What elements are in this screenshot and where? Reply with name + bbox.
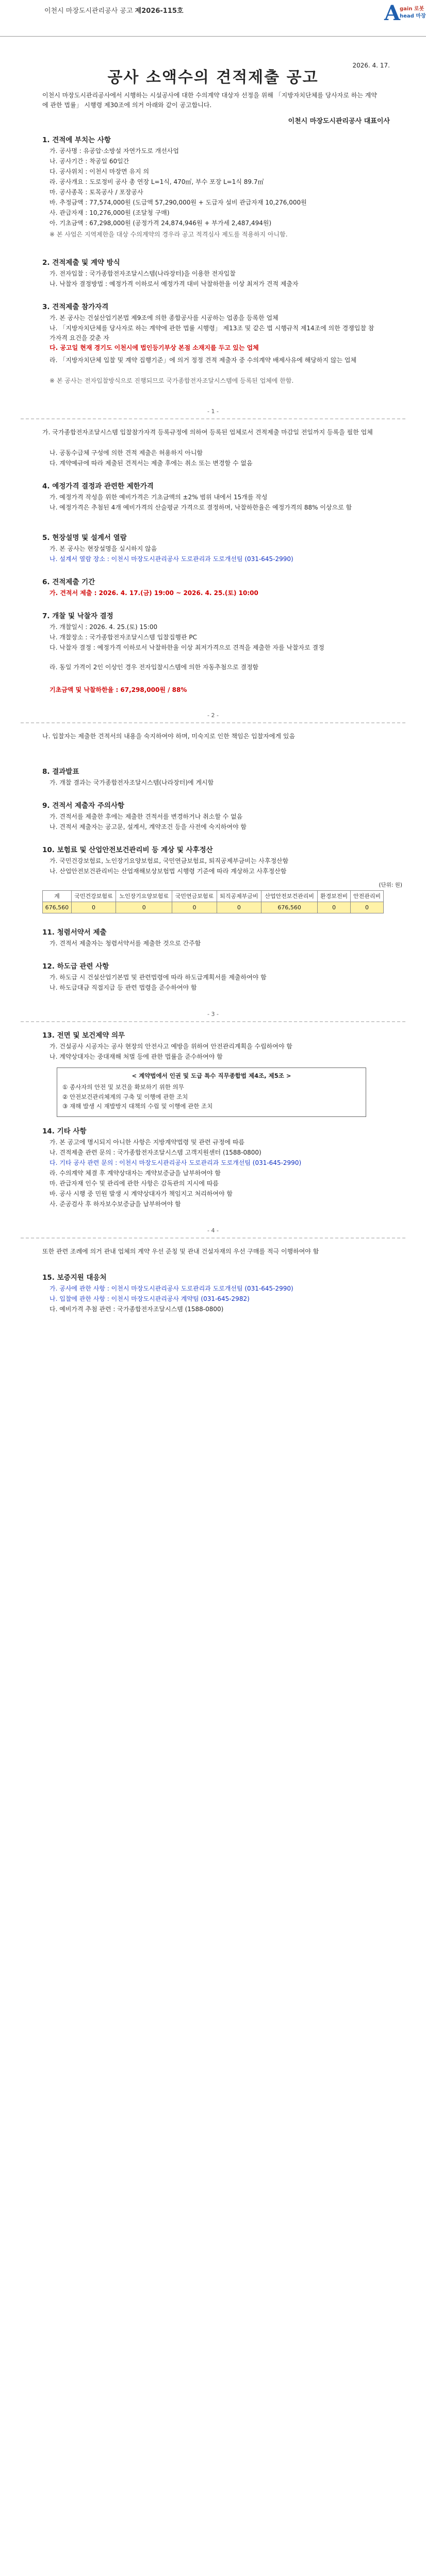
page-divider [21, 1238, 405, 1239]
section-13-title: 13. 전면 및 보건제약 의무 [42, 1031, 125, 1040]
s14-item: 마. 관급자재 인수 및 관리에 관한 사항은 감독관의 지시에 따름 [50, 1180, 219, 1187]
s1-item: 가. 공사명 : 유공압·소방설 자연가도로 개선사업 [50, 147, 179, 155]
s15-item: 다. 예비가격 추첨 관련 : 국가종합전자조달시스템 (1588-0800) [50, 1306, 224, 1313]
page-divider [21, 418, 405, 419]
s7-item: 라. 동일 가격이 2인 이상인 경우 전자입찰시스템에 의한 자동추첨으로 결정함 [50, 664, 259, 671]
box-title: < 계약법에서 인권 및 도급 특수 직무종합법 제4조, 제5조 > [132, 1072, 291, 1079]
box-line: ① 종사자의 안전 및 보건을 확보하기 위한 의무 [62, 1083, 184, 1091]
p2-line: 나. 공동수급체 구성에 의한 견적 제출은 허용하지 아니함 [50, 449, 203, 456]
table-header-row [43, 891, 384, 902]
s3-item: 나. 「지방자치단체를 당사자로 하는 계약에 관한 법률 시행령」 제13조 및 같은 법 시행규칙 제14조에 의한 경쟁입찰 참가자격 요건을 갖춘 자 [50, 325, 374, 342]
rate-table-unit: (단위: 원) [379, 882, 402, 888]
section-11-title: 11. 청렴서약서 제출 [42, 928, 107, 937]
box-line: ② 안전보건관리체계의 구축 및 이행에 관한 조치 [62, 1093, 188, 1100]
notice-number: 제2026-115호 [135, 7, 184, 15]
s14-item: 사. 준공검사 후 하자보수보증금을 납부하여야 함 [50, 1200, 181, 1208]
section-14-title: 14. 기타 사항 [42, 1127, 87, 1136]
p5-lead: 또한 관련 조례에 의거 관내 업체의 계약 우선 준칭 및 관내 건설자재의 우선 구매를 적극 이행하여야 함 [42, 1248, 319, 1255]
table-cell: 0 [217, 902, 261, 913]
page-title: 공사 소액수의 견적제출 공고 [107, 69, 319, 87]
s7-item: 가. 개찰일시 : 2026. 4. 25.(토) 15:00 [50, 623, 158, 631]
section-1-title: 1. 견적에 부치는 사항 [42, 136, 111, 144]
s10-item: 가. 국민건강보험료, 노인장기요양보험료, 국민연금보험료, 퇴직공제부금비는 사후정산함 [50, 857, 289, 865]
s2-item: 나. 낙찰자 결정방법 : 예정가격 이하로서 예정가격 대비 낙찰하한율 이상 최저가 견적 제출자 [50, 280, 299, 287]
page-number: - 2 - [207, 712, 219, 719]
section-7-title: 7. 개찰 및 낙찰자 결정 [42, 612, 113, 620]
s5-item: 가. 본 공사는 현장설명을 실시하지 않음 [50, 545, 157, 552]
s13-item: 나. 계약상대자는 중대재해 처벌 등에 관한 법률을 준수하여야 함 [50, 1053, 223, 1060]
s15-item-contact: 가. 공사에 관한 사항 : 이천시 마장도시관리공사 도로관리과 도로개선팀 (031-645-2990) [50, 1285, 293, 1292]
table-header-cell: 국민연금보험료 [172, 891, 217, 902]
section-12-title: 12. 하도급 관련 사항 [42, 962, 109, 971]
s3-note: ※ 본 공사는 전자입찰방식으로 진행되므로 국가종합전자조달시스템에 등록된 업체에 한함. [50, 377, 294, 384]
s10-item: 나. 산업안전보건관리비는 산업재해보상보험법 시행령 기준에 따라 계상하고 사후정산함 [50, 868, 287, 875]
section-4-title: 4. 예정가격 결정과 관련한 제한가격 [42, 482, 154, 490]
section-2-title: 2. 견적제출 및 계약 방식 [42, 259, 120, 267]
table-row [43, 902, 384, 913]
notice-number-line [44, 6, 184, 16]
table-cell: 0 [71, 902, 116, 913]
section-6-title: 6. 견적제출 기간 [42, 578, 95, 586]
s5-item-contact: 나. 설계서 열람 장소 : 이천시 마장도시관리공사 도로관리과 도로개선팀 (031-645-2990) [50, 555, 293, 563]
s14-item: 가. 본 공고에 명시되지 아니한 사항은 지방계약법령 및 관련 규정에 따름 [50, 1139, 245, 1146]
s7-item: 나. 개찰장소 : 국가종합전자조달시스템 입찰집행관 PC [50, 634, 197, 641]
intro-paragraph: 이천시 마장도시관리공사에서 시행하는 시설공사에 대한 수의계약 대상자 선정을 위해 「지방자치단체를 당사자로 하는 계약에 관한 법률」 시행령 제30조에 의거 아래와 같이 공고합니다. [42, 92, 377, 109]
section-9-title: 9. 견적서 제출자 주의사항 [42, 802, 125, 810]
page-number: - 1 - [207, 408, 219, 415]
s12-item: 나. 하도급대금 직접지급 등 관련 법령을 준수하여야 함 [50, 984, 197, 991]
s4-item: 가. 예정가격 작성을 위한 예비가격은 기초금액의 ±2% 범위 내에서 15개를 작성 [50, 494, 268, 501]
s15-item-contact: 나. 입찰에 관한 사항 : 이천시 마장도시관리공사 계약팀 (031-645-2982) [50, 1295, 250, 1302]
table-cell: 0 [351, 902, 384, 913]
s13-item: 가. 건설공사 시공자는 공사 현장의 안전사고 예방을 위하여 안전관리계획을 수립하여야 함 [50, 1043, 292, 1050]
logo-line-1: gain 로봇 [400, 6, 424, 12]
page-divider [21, 722, 405, 723]
table-header-cell: 국민건강보험료 [71, 891, 116, 902]
s12-item: 가. 하도급 시 건설산업기본법 및 관련법령에 따라 하도급계획서를 제출하여야 함 [50, 974, 267, 981]
document-header [0, 0, 426, 37]
s1-item: 다. 공사위치 : 이천시 마장면 유지 의 [50, 168, 150, 175]
section-15-title: 15. 보증지원 대응처 [42, 1274, 107, 1282]
s4-item: 나. 예정가격은 추첨된 4개 예비가격의 산술평균 가격으로 결정하며, 낙찰하한율은 예정가격의 88% 이상으로 함 [50, 504, 352, 511]
page-number: - 4 - [207, 1227, 219, 1234]
s8-item: 가. 개찰 결과는 국가종합전자조달시스템(나라장터)에 게시함 [50, 779, 214, 786]
issuer-name: 이천시 마장도시관리공사 대표이사 [288, 117, 390, 125]
table-header-cell: 퇴직공제부금비 [217, 891, 261, 902]
notice-prefix: 이천시 마장도시관리공사 공고 [44, 7, 133, 15]
logo-letter: A [384, 1, 401, 25]
table-header-cell: 노인장기요양보험료 [116, 891, 172, 902]
p2-lead: 가. 국가종합전자조달시스템 입찰참가자격 등록규정에 의하여 등록된 업체로서 견적제출 마감일 전일까지 등록을 필한 업체 [42, 429, 373, 436]
s9-item: 가. 견적서를 제출한 후에는 제출한 견적서를 변경하거나 취소할 수 없음 [50, 813, 243, 820]
agency-logo [384, 1, 426, 27]
section-10-title: 10. 보험료 및 산업안전보건관리비 등 계상 및 사후정산 [42, 846, 213, 854]
s14-item: 라. 수의계약 체결 후 계약상대자는 계약보증금을 납부하여야 함 [50, 1170, 221, 1177]
s1-item: 라. 공사개요 : 도로정비 공사 총 연장 L=1식, 470㎡, 부수 포장 L=1식 89.7㎡ [50, 178, 264, 185]
s14-item: 나. 견적제출 관련 문의 : 국가종합전자조달시스템 고객지원센터 (1588-0800) [50, 1149, 261, 1156]
document-date: 2026. 4. 17. [352, 62, 390, 69]
table-header-cell: 계 [43, 891, 72, 902]
s14-item: 바. 공사 시행 중 민원 발생 시 계약상대자가 책임지고 처리하여야 함 [50, 1190, 233, 1197]
table-cell: 0 [116, 902, 172, 913]
table-header-cell: 산업안전보건관리비 [261, 891, 318, 902]
section-5-title: 5. 현장설명 및 설계서 열람 [42, 534, 127, 542]
section-8-title: 8. 결과발표 [42, 768, 79, 776]
s1-item: 마. 공사종목 : 토목공사 / 포장공사 [50, 189, 143, 196]
s9-item: 나. 견적서 제출자는 공고문, 설계서, 계약조건 등을 사전에 숙지하여야 함 [50, 823, 247, 831]
s3-item: 라. 「지방자치단체 입찰 및 계약 집행기준」에 의거 정정 견적 제출자 중 수의계약 배제사유에 해당하지 않는 업체 [50, 357, 357, 364]
p2-line: 다. 계약예규에 따라 제출된 견적서는 제출 후에는 취소 또는 변경할 수 없음 [50, 460, 253, 467]
p3-lead: 나. 입찰자는 제출한 견적서의 내용을 숙지하여야 하며, 미숙지로 인한 책임은 입찰자에게 있음 [42, 733, 296, 740]
s1-item: 바. 추정금액 : 77,574,000원 (도급액 57,290,000원 + 도급자 설비 관급자재 10,276,000원 [50, 199, 307, 206]
s7-item: 다. 낙찰자 결정 : 예정가격 이하로서 낙찰하한율 이상 최저가격으로 견적을 제출한 자를 낙찰자로 결정 [50, 644, 324, 651]
table-cell: 0 [318, 902, 351, 913]
table-header-cell: 안전관리비 [351, 891, 384, 902]
s1-item: 사. 관급자재 : 10,276,000원 (조달청 구매) [50, 209, 170, 216]
page-divider [21, 1021, 405, 1022]
s3-item-highlight: 다. 공고일 현재 경기도 이천시에 법인등기부상 본점 소재지를 두고 있는 업체 [50, 344, 259, 351]
table-cell: 676,560 [261, 902, 318, 913]
insurance-rate-table [42, 890, 384, 913]
s14-item-contact: 다. 기타 공사 관련 문의 : 이천시 마장도시관리공사 도로관리과 도로개선팀 (031-645-2990) [50, 1159, 302, 1166]
logo-line-2: head 마장 [400, 13, 426, 19]
s11-item: 가. 견적서 제출자는 청렴서약서를 제출한 것으로 간주함 [50, 940, 201, 947]
table-cell: 0 [172, 902, 217, 913]
section-3-title: 3. 견적제출 참가자격 [42, 303, 109, 311]
price-label: 기초금액 및 낙찰하한율 : 67,298,000원 / 88% [50, 686, 187, 693]
legal-reference-box [57, 1067, 366, 1117]
s3-item: 가. 본 공사는 건설산업기본법 제9조에 의한 종합공사를 시공하는 업종을 등록한 업체 [50, 314, 278, 321]
page-number: - 3 - [207, 1011, 219, 1018]
s2-item: 가. 전자입찰 : 국가종합전자조달시스템(나라장터)을 이용한 전자입찰 [50, 270, 236, 277]
table-header-cell: 환경보전비 [318, 891, 351, 902]
s1-item: 나. 공사기간 : 착공일 60일간 [50, 158, 129, 165]
s1-note: ※ 본 사업은 지역제한을 대상 수의계약의 경우라 공고 적격심사 제도를 적용하지 아니함. [50, 231, 288, 238]
table-cell: 676,560 [43, 902, 72, 913]
box-line: ③ 재해 발생 시 재발방지 대책의 수립 및 이행에 관한 조치 [62, 1103, 213, 1110]
s1-item: 아. 기초금액 : 67,298,000원 (공정가격 24,874,946원 + 부가세 2,487,494원) [50, 219, 272, 227]
s6-item-period: 가. 견적서 제출 : 2026. 4. 17.(금) 19:00 ~ 2026. 4. 25.(토) 10:00 [50, 589, 258, 597]
